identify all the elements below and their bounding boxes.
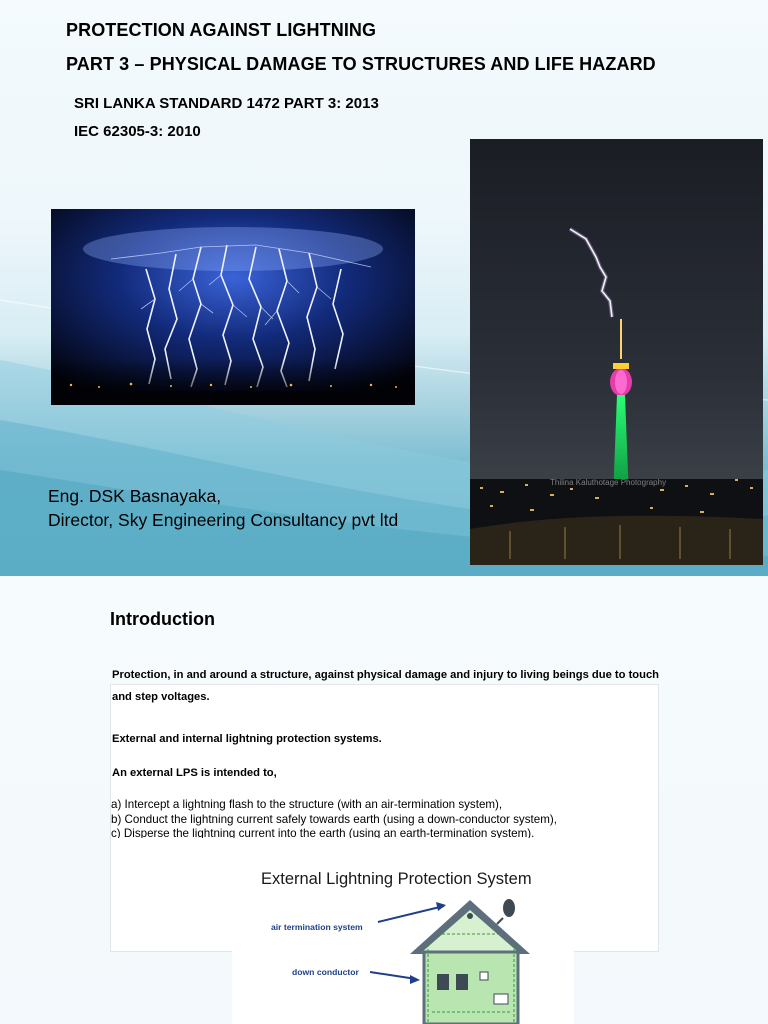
lps-diagram <box>232 844 574 1024</box>
intro-paragraph: Protection, in and around a structure, against physical damage and injury to living beings due to touch and step voltages. <box>112 669 660 703</box>
lightning-storm-photo <box>51 209 415 405</box>
author-title: Director, Sky Engineering Consultancy pvt ltd <box>48 510 399 530</box>
down-conductor-label: down conductor <box>292 967 359 977</box>
lotus-tower-photo <box>470 139 763 565</box>
photo-watermark: Thilina Kaluthotage Photography <box>550 478 667 487</box>
list-item: c) Disperse the lightning current into the earth (using an earth-termination system). <box>111 827 535 838</box>
list-item: b) Conduct the lightning current safely towards earth (using a down-conductor system), <box>111 812 557 826</box>
section-heading: Introduction <box>110 609 215 629</box>
house-diagram <box>232 844 574 1024</box>
slide-title-line1: PROTECTION AGAINST LIGHTNING <box>66 20 377 40</box>
external-lps-intro: An external LPS is intended to, <box>112 767 277 779</box>
diagram-title: External Lightning Protection System <box>261 870 532 888</box>
lps-systems-paragraph: External and internal lightning protection systems. <box>112 733 382 745</box>
standard-reference-sls: SRI LANKA STANDARD 1472 PART 3: 2013 <box>74 95 379 112</box>
list-item: a) Intercept a lightning flash to the structure (with an air-termination system), <box>111 798 503 811</box>
author-name: Eng. DSK Basnayaka, <box>48 486 222 506</box>
lps-functions-list <box>111 798 557 838</box>
introduction-slide <box>0 576 768 1024</box>
slide-title-line2: PART 3 – PHYSICAL DAMAGE TO STRUCTURES AND LIFE HAZARD <box>66 54 656 74</box>
air-termination-label: air termination system <box>271 922 363 932</box>
standard-reference-iec: IEC 62305-3: 2010 <box>74 123 201 140</box>
